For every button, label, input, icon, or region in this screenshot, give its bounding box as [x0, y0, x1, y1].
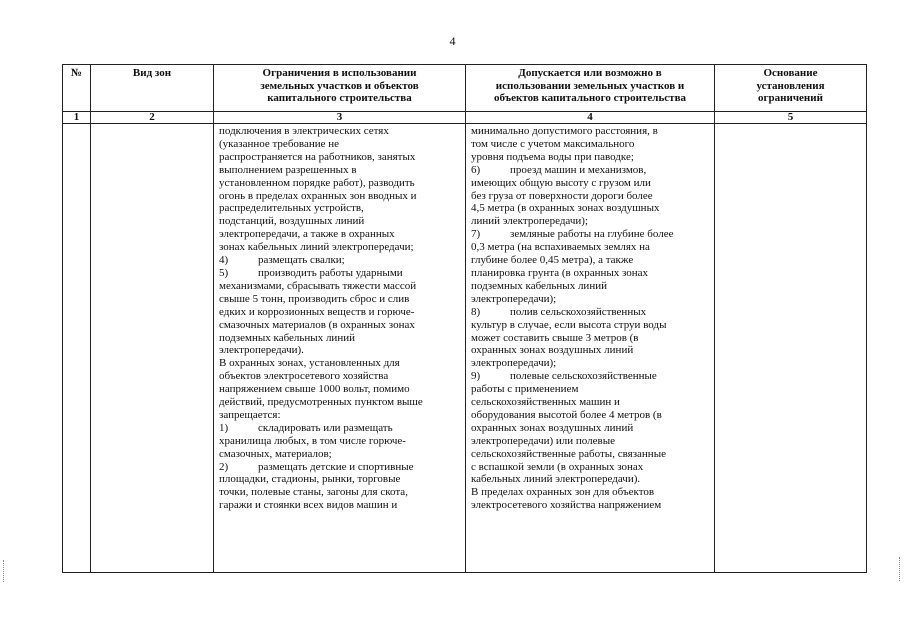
- header-zone-type: [91, 65, 214, 112]
- column-number: 2: [91, 112, 214, 124]
- text-line: В охранных зонах, установленных для: [219, 357, 400, 370]
- text-line: электропередачи) или полевые: [471, 434, 616, 447]
- text-line: электросетевого хозяйства напряжением: [471, 499, 662, 512]
- header-legal-basis: [715, 65, 867, 112]
- text-line: 4,5 метра (в охранных зонах воздушных: [471, 202, 660, 215]
- text-line: работы с применением: [471, 383, 579, 396]
- text-line: [471, 164, 710, 177]
- text-line: хранилища любых, в том числе горюче-: [219, 434, 406, 447]
- text-line: [471, 228, 710, 241]
- text-line: объектов электросетевого хозяйства: [219, 370, 389, 383]
- header-line: Ограничения в использовании: [262, 67, 417, 79]
- text-line: гаражи и стоянки всех видов машин и: [219, 499, 398, 512]
- header-line: капитального строительства: [267, 92, 412, 104]
- list-item-text: проезд машин и механизмов,: [510, 163, 647, 176]
- column-number: 3: [214, 112, 466, 124]
- header-number: [63, 65, 91, 112]
- text-line: том числе с учетом максимального: [471, 137, 635, 150]
- cell-permitted-uses: [466, 124, 715, 573]
- list-item-number: 2): [219, 460, 229, 473]
- column-number: 5: [715, 112, 867, 124]
- list-item-number: 1): [219, 421, 229, 434]
- text-line: точки, полевые станы, загоны для скота,: [219, 486, 408, 499]
- page-number: 4: [449, 34, 456, 48]
- text-line: уровня подъема воды при паводке;: [471, 150, 634, 163]
- header-line: Основание: [763, 67, 818, 79]
- header-line: использовании земельных участков и: [495, 79, 685, 92]
- header-line: №: [70, 67, 83, 79]
- list-item-number: 6): [471, 163, 481, 176]
- column-number-row: [63, 112, 867, 124]
- text-line: подключения в электрических сетях: [219, 125, 389, 137]
- text-line: подстанций, воздушных линий: [219, 215, 365, 228]
- text-line: имеющих общую высоту с грузом или: [471, 176, 651, 189]
- text-line: зонах кабельных линий электропередачи;: [219, 241, 414, 254]
- text-line: действий, предусмотренных пунктом выше: [219, 396, 423, 409]
- cell-zone-type: [91, 124, 214, 573]
- list-item-number: 9): [471, 370, 481, 383]
- text-line: [471, 370, 710, 383]
- text-line: оборудования высотой более 4 метров (в: [471, 408, 662, 421]
- header-line: объектов капитального строительства: [493, 92, 687, 104]
- text-line: напряжением свыше 1000 вольт, помимо: [219, 383, 410, 396]
- list-item-text: земляные работы на глубине более: [510, 228, 674, 241]
- text-line: [471, 306, 710, 319]
- text-line: охранных зонах воздушных линий: [471, 421, 634, 434]
- list-item-text: размещать свалки;: [258, 254, 345, 267]
- text-line: с вспашкой земли (в охранных зонах: [471, 460, 644, 473]
- scan-edge-mark-right: [899, 557, 901, 581]
- list-item-text: полив сельскохозяйственных: [510, 305, 647, 318]
- list-item-text: размещать детские и спортивные: [258, 460, 414, 473]
- text-line: охранных зонах воздушных линий: [471, 344, 634, 357]
- restrictions-text: [214, 124, 465, 512]
- text-line: кабельных линий электропередачи).: [471, 473, 641, 486]
- text-line: смазочных материалов (в охранных зонах: [219, 318, 415, 331]
- text-line: электропередачи);: [471, 292, 557, 305]
- text-line: 0,3 метра (на вспахиваемых землях на: [471, 241, 650, 254]
- header-line: ограничений: [758, 92, 823, 104]
- text-line: сельскохозяйственные работы, связанные: [471, 447, 666, 460]
- text-line: минимально допустимого расстояния, в: [471, 125, 658, 137]
- header-restrictions: [214, 65, 466, 112]
- text-line: площадки, стадионы, рынки, торговые: [219, 473, 401, 486]
- column-number: 4: [466, 112, 715, 124]
- text-line: (указанное требование не: [219, 137, 340, 150]
- list-item-number: 7): [471, 228, 481, 241]
- permitted-uses-text: [466, 124, 714, 512]
- text-line: сельскохозяйственных машин и: [471, 396, 620, 409]
- list-item-number: 5): [219, 266, 229, 279]
- text-line: электропередачи);: [471, 357, 557, 370]
- text-line: может составить свыше 3 метров (в: [471, 331, 639, 344]
- text-line: без груза от поверхности дороги более: [471, 189, 653, 202]
- header-permitted-uses: [466, 65, 715, 112]
- cell-number: [63, 124, 91, 573]
- cell-legal-basis: [715, 124, 867, 573]
- header-line: земельных участков и объектов: [260, 79, 419, 92]
- text-line: смазочных, материалов;: [219, 447, 332, 460]
- text-line: установленном порядке работ), разводить: [219, 176, 415, 189]
- text-line: [219, 422, 461, 435]
- text-line: распределительных устройств,: [219, 202, 364, 215]
- text-line: планировка грунта (в охранных зонах: [471, 266, 649, 279]
- text-line: выполнением разрешенных в: [219, 163, 357, 176]
- list-item-text: складировать или размещать: [258, 421, 393, 434]
- list-item-number: 4): [219, 254, 229, 267]
- text-line: запрещается:: [219, 408, 281, 421]
- text-line: [219, 254, 461, 267]
- text-line: едких и коррозионных веществ и горюче-: [219, 305, 415, 318]
- restrictions-table: [62, 64, 867, 573]
- cell-restrictions: [214, 124, 466, 573]
- header-line: Допускается или возможно в: [518, 67, 662, 79]
- text-line: [219, 267, 461, 280]
- text-line: культур в случае, если высота струи воды: [471, 318, 667, 331]
- text-line: [219, 461, 461, 474]
- text-line: подземных кабельных линий: [219, 331, 355, 344]
- table-row: [63, 124, 867, 573]
- list-item-number: 8): [471, 305, 481, 318]
- scan-edge-mark-left: [3, 560, 5, 582]
- text-line: огонь в пределах охранных зон вводных и: [219, 189, 417, 202]
- text-line: глубине более 0,45 метра), а также: [471, 254, 634, 267]
- list-item-text: производить работы ударными: [258, 266, 403, 279]
- text-line: подземных кабельных линий: [471, 279, 607, 292]
- text-line: линий электропередачи);: [471, 215, 589, 228]
- header-line: установления: [756, 79, 825, 92]
- header-line: Вид зон: [132, 67, 172, 79]
- text-line: электропередачи, а также в охранных: [219, 228, 395, 241]
- text-line: механизмами, сбрасывать тяжести массой: [219, 279, 417, 292]
- text-line: В пределах охранных зон для объектов: [471, 486, 655, 499]
- text-line: распространяется на работников, занятых: [219, 150, 416, 163]
- column-number: 1: [63, 112, 91, 124]
- text-line: свыше 5 тонн, производить сброс и слив: [219, 292, 410, 305]
- text-line: электропередачи).: [219, 344, 304, 357]
- table-header-row: [63, 65, 867, 112]
- list-item-text: полевые сельскохозяйственные: [510, 370, 657, 383]
